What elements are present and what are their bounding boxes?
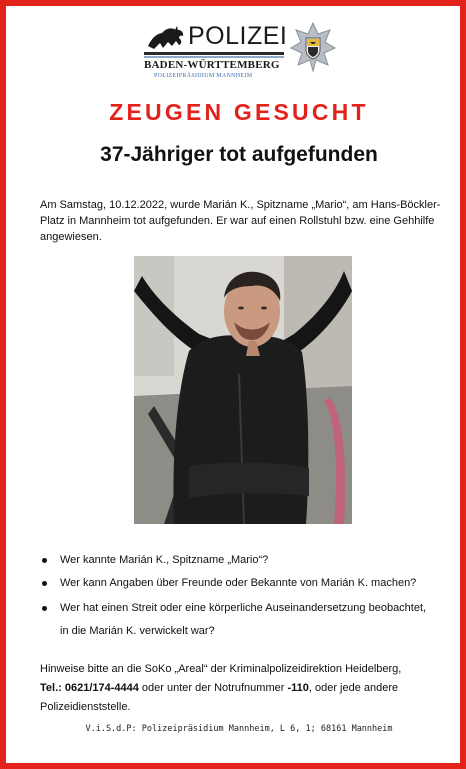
state-name: BADEN-WÜRTTEMBERG (144, 59, 280, 71)
logo-rule-blue (144, 56, 284, 58)
contact-block (40, 660, 452, 717)
logo-rule (144, 52, 284, 55)
praesidium-name: POLIZEIPRÄSIDIUM MANNHEIM (154, 73, 253, 79)
list-item (42, 574, 462, 593)
polizei-wordmark: POLIZEI (188, 22, 288, 50)
contact-line-1: Hinweise bitte an die SoKo „Areal“ der Kriminalpolizeidirektion Heidelberg, (40, 663, 402, 675)
contact-tail: , oder jede andere (308, 682, 399, 694)
victim-photo (134, 256, 352, 524)
question-text-continued: in die Marián K. verwickelt war? (60, 625, 215, 637)
headline: ZEUGEN GESUCHT (109, 99, 369, 125)
contact-line-3: Polizeidienststelle. (40, 701, 131, 713)
question-text: Wer kann Angaben über Freunde oder Bekannte von Marián K. machen? (60, 577, 417, 589)
question-text: Wer kannte Marián K., Spitzname „Mario“? (60, 554, 269, 566)
subheadline: 37-Jähriger tot aufgefunden (100, 143, 378, 166)
list-item (42, 551, 462, 570)
bullet-icon (42, 606, 47, 611)
contact-line-2 (40, 679, 452, 698)
phone-number: Tel.: 0621/174-4444 (40, 682, 139, 694)
intro-paragraph: Am Samstag, 10.12.2022, wurde Marián K., Spitzname „Mario“, am Hans-Böckler-Platz in Mannheim tot aufgefunden. Er war auf einen Rollstuhl bzw. eine Gehhilfe angewiesen. (40, 199, 441, 243)
list-item (42, 599, 462, 641)
police-star-icon (290, 22, 336, 72)
question-list (42, 551, 462, 647)
police-logo (144, 20, 344, 82)
imprint-footer: V.i.S.d.P: Polizeipräsidium Mannheim, L 6, 1; 68161 Mannheim (85, 724, 393, 734)
bullet-icon (42, 558, 47, 563)
question-text: Wer hat einen Streit oder eine körperliche Auseinandersetzung beobachtet, (60, 602, 427, 614)
emergency-number: -110 (287, 682, 309, 694)
contact-mid: oder unter der Notrufnummer (138, 682, 288, 694)
bullet-icon (42, 581, 47, 586)
lion-icon (146, 24, 186, 52)
